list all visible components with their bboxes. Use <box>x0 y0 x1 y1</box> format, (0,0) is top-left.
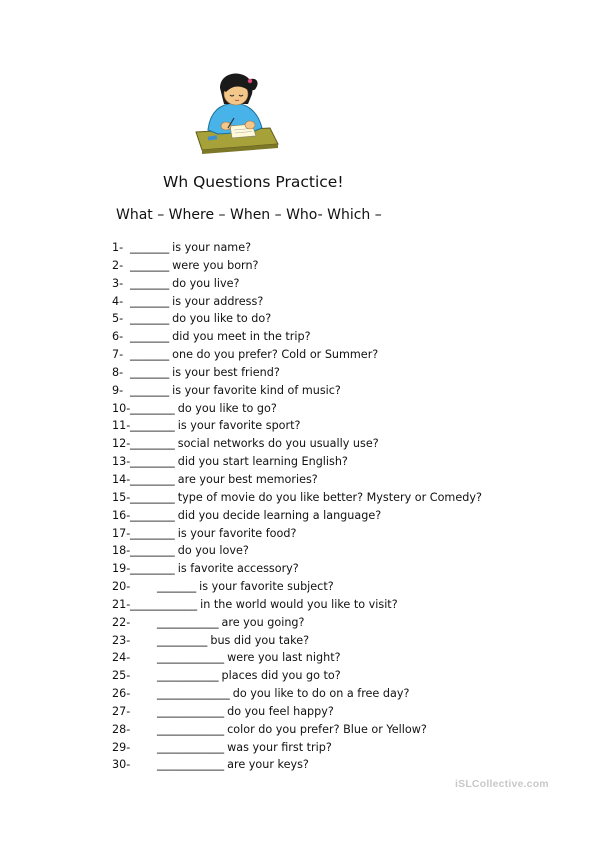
question-text: is your favorite subject? <box>199 580 334 594</box>
question-number: 29- <box>112 740 131 754</box>
question-item <box>112 756 582 774</box>
question-number: 26- <box>112 687 131 701</box>
question-text: did you start learning English? <box>177 455 348 469</box>
question-item <box>112 257 582 275</box>
question-number: 22- <box>112 615 131 629</box>
answer-blank[interactable]: ________ <box>130 544 175 558</box>
question-number: 24- <box>112 651 131 665</box>
answer-blank[interactable]: ________ <box>130 437 175 451</box>
answer-blank[interactable]: ____________ <box>157 651 225 665</box>
question-text: are your keys? <box>227 758 309 772</box>
answer-blank[interactable]: ________ <box>130 526 175 540</box>
question-item <box>112 275 582 293</box>
question-text: are you going? <box>221 615 305 629</box>
question-text: do you feel happy? <box>227 704 334 718</box>
question-number: 16- <box>112 508 131 522</box>
question-text: places did you go to? <box>221 669 341 683</box>
question-number: 12- <box>112 437 131 451</box>
question-text: is your best friend? <box>172 365 280 379</box>
question-number: 30- <box>112 758 131 772</box>
answer-blank[interactable]: ____________ <box>130 597 198 611</box>
answer-blank[interactable]: _______ <box>130 294 170 308</box>
question-number: 5- <box>112 312 124 326</box>
question-number: 8- <box>112 365 124 379</box>
question-number: 27- <box>112 704 131 718</box>
question-number: 3- <box>112 276 124 290</box>
question-item <box>112 578 582 596</box>
question-number: 20- <box>112 580 131 594</box>
question-item <box>112 364 582 382</box>
answer-blank[interactable]: ________ <box>130 508 175 522</box>
question-text: in the world would you like to visit? <box>200 597 398 611</box>
question-item <box>112 667 582 685</box>
answer-blank[interactable]: ________ <box>130 455 175 469</box>
question-item <box>112 614 582 632</box>
question-text: do you like to do on a free day? <box>232 687 410 701</box>
question-text: is your favorite kind of music? <box>172 383 341 397</box>
question-item <box>112 649 582 667</box>
question-item <box>112 293 582 311</box>
question-item <box>112 453 582 471</box>
answer-blank[interactable]: _____________ <box>157 687 230 701</box>
question-text: were you last night? <box>227 651 341 665</box>
answer-blank[interactable]: ________ <box>130 562 175 576</box>
question-text: one do you prefer? Cold or Summer? <box>172 348 379 362</box>
question-item <box>112 382 582 400</box>
question-text: was your first trip? <box>227 740 332 754</box>
question-number: 10- <box>112 401 131 415</box>
answer-blank[interactable]: ____________ <box>157 722 225 736</box>
question-item <box>112 346 582 364</box>
answer-blank[interactable]: ________ <box>130 490 175 504</box>
question-text: is your favorite food? <box>177 526 297 540</box>
answer-blank[interactable]: ________ <box>130 472 175 486</box>
question-number: 7- <box>112 348 124 362</box>
question-number: 28- <box>112 722 131 736</box>
question-item <box>112 435 582 453</box>
question-words: What – Where – When – Who- Which – <box>116 207 382 223</box>
question-number: 14- <box>112 472 131 486</box>
question-number: 17- <box>112 526 131 540</box>
question-number: 6- <box>112 330 124 344</box>
page-title: Wh Questions Practice! <box>163 173 344 191</box>
question-number: 23- <box>112 633 131 647</box>
answer-blank[interactable]: _______ <box>130 365 170 379</box>
question-item <box>112 596 582 614</box>
question-number: 18- <box>112 544 131 558</box>
answer-blank[interactable]: ________ <box>130 401 175 415</box>
answer-blank[interactable]: _______ <box>130 241 170 254</box>
answer-blank[interactable]: _______ <box>130 383 170 397</box>
question-text: social networks do you usually use? <box>177 437 379 451</box>
question-item <box>112 471 582 489</box>
question-item <box>112 560 582 578</box>
question-number: 4- <box>112 294 124 308</box>
question-number: 21- <box>112 597 131 611</box>
answer-blank[interactable]: ___________ <box>157 669 219 683</box>
question-text: did you decide learning a language? <box>177 508 382 522</box>
watermark: iSLCollective.com <box>455 778 549 790</box>
question-item <box>112 417 582 435</box>
question-number: 9- <box>112 383 124 397</box>
question-item <box>112 632 582 650</box>
question-number: 1- <box>112 241 124 254</box>
question-text: do you like to go? <box>177 401 277 415</box>
answer-blank[interactable]: ____________ <box>157 704 225 718</box>
question-text: color do you prefer? Blue or Yellow? <box>227 722 427 736</box>
answer-blank[interactable]: _______ <box>130 276 170 290</box>
question-number: 19- <box>112 562 131 576</box>
question-text: were you born? <box>172 258 259 272</box>
question-text: is your address? <box>172 294 264 308</box>
question-text: bus did you take? <box>210 633 310 647</box>
question-item <box>112 507 582 525</box>
answer-blank[interactable]: ________ <box>130 419 175 433</box>
answer-blank[interactable]: ____________ <box>157 740 225 754</box>
question-item <box>112 239 582 257</box>
question-text: do you like to do? <box>172 312 272 326</box>
question-text: do you love? <box>177 544 249 558</box>
question-number: 13- <box>112 455 131 469</box>
question-text: do you live? <box>172 276 240 290</box>
question-number: 25- <box>112 669 131 683</box>
question-text: are your best memories? <box>177 472 318 486</box>
question-item <box>112 525 582 543</box>
question-list <box>112 239 582 774</box>
question-number: 2- <box>112 258 124 272</box>
question-item <box>112 328 582 346</box>
question-item <box>112 400 582 418</box>
question-number: 11- <box>112 419 131 433</box>
question-text: is your favorite sport? <box>177 419 301 433</box>
question-text: is favorite accessory? <box>177 562 299 576</box>
girl-writing-at-desk-icon <box>190 70 280 155</box>
question-item <box>112 542 582 560</box>
answer-blank[interactable]: _______ <box>130 258 170 272</box>
answer-blank[interactable]: _______ <box>130 330 170 344</box>
question-item <box>112 310 582 328</box>
question-number: 15- <box>112 490 131 504</box>
question-item <box>112 685 582 703</box>
question-text: did you meet in the trip? <box>172 330 311 344</box>
question-text: type of movie do you like better? Mystery or Comedy? <box>177 490 482 504</box>
answer-blank[interactable]: ___________ <box>157 615 219 629</box>
answer-blank[interactable]: _________ <box>157 633 208 647</box>
answer-blank[interactable]: _______ <box>157 580 197 594</box>
question-item <box>112 739 582 757</box>
question-text: is your name? <box>172 241 252 254</box>
answer-blank[interactable]: ____________ <box>157 758 225 772</box>
answer-blank[interactable]: _______ <box>130 312 170 326</box>
question-item <box>112 703 582 721</box>
answer-blank[interactable]: _______ <box>130 348 170 362</box>
question-item <box>112 721 582 739</box>
question-item <box>112 489 582 507</box>
